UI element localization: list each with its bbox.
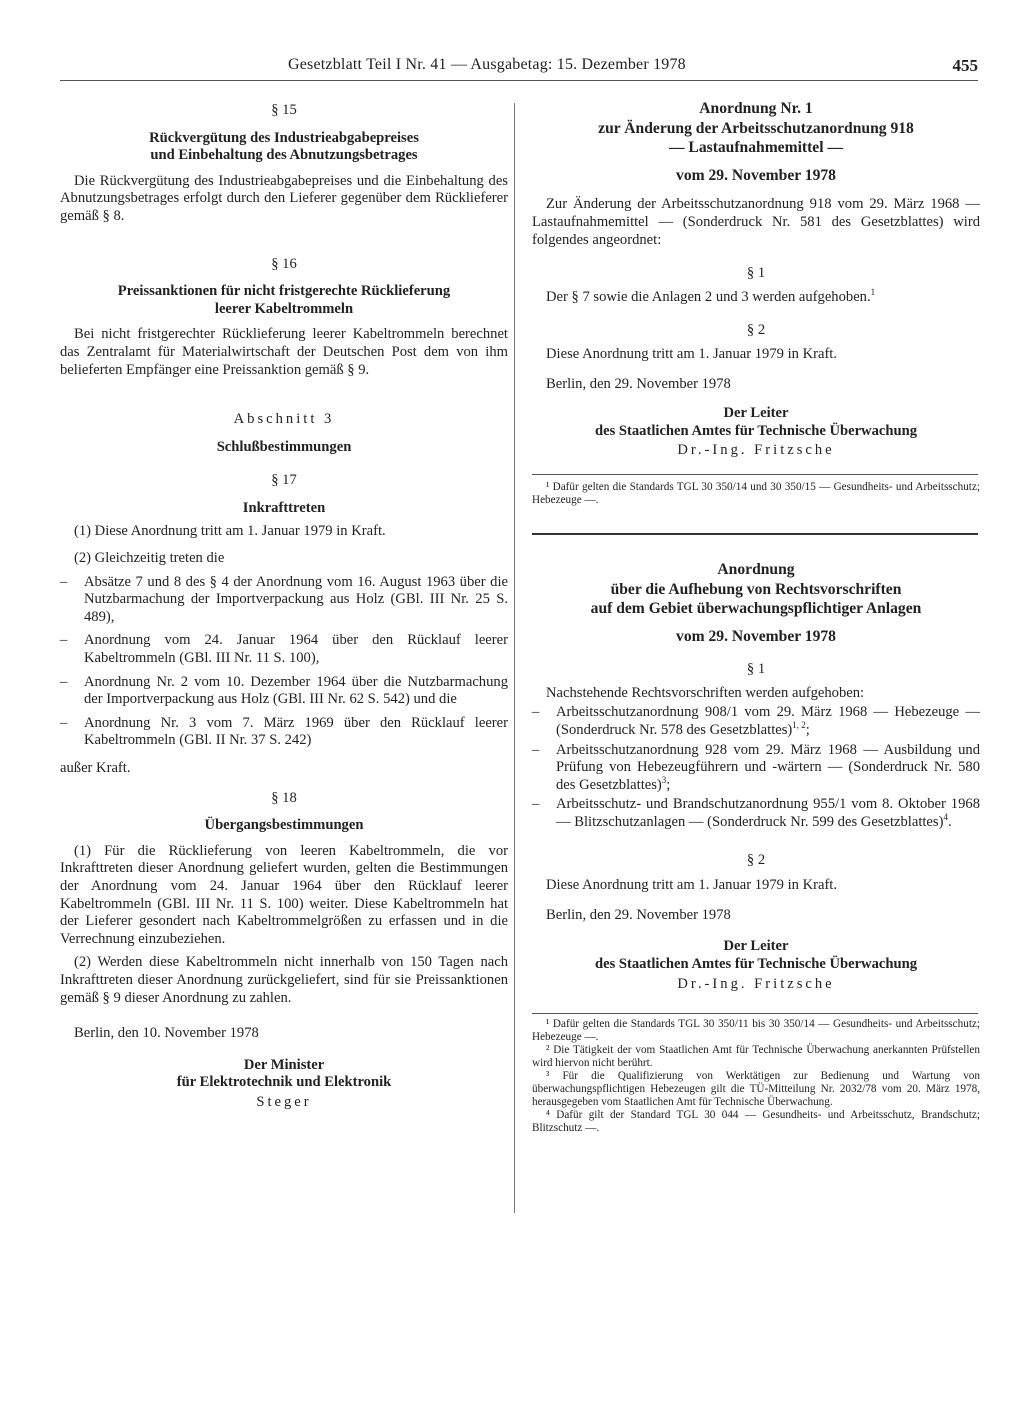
section-18-para-1: (1) Für die Rücklieferung von leeren Kabeltrommeln, die vor Inkrafttreten dieser Anordnung geliefert wurden, gelten die Bestimmungen der Anordnung vom 24. Januar 1964 über den Rücklauf leerer Kabeltrommeln (GBl. III Nr. 11 S. 100) weiter. Diese Kabeltrommeln hat der Lieferer gesondert nach Kabeltrommelgrößen zu erfassen und in die Verrechnung einzubeziehen. [60,842,508,947]
order-1-title-line2: zur Änderung der Arbeitsschutzanordnung 918 [598,119,914,137]
order-1-place-date: Berlin, den 29. November 1978 [546,375,731,392]
section-18-title: Übergangsbestimmungen [204,817,364,834]
section-15-text: Die Rückvergütung des Industrieabgabepreises und die Einbehaltung des Abnutzungsbetrages erfolgt durch den Lieferer gegenüber dem Rücklieferer gemäß § 8. [60,172,508,224]
list-item-text: Anordnung Nr. 2 vom 10. Dezember 1964 über die Nutzbarmachung der Importverpackung aus Holz (GBl. III Nr. 62 S. 542) und die [84,673,508,708]
order-2-footnote-3: ³ Für die Qualifizierung von Werktätigen zur Bedienung und Wartung von überwachungspflichtigen Hebezeugen gilt die TÜ-Mitteilung Nr. 2032/78 vom 20. März 1978, herausgegeben vom Staatlichen Amt für Technische Überwachung. [532,1070,980,1109]
dash-marker: – [60,673,68,690]
list-item [532,796,980,831]
list-item [60,632,508,667]
list-item-text: Anordnung vom 24. Januar 1964 über den Rücklauf leerer Kabeltrommeln (GBl. III Nr. 11 S. 100), [84,632,508,667]
column-divider [514,103,515,1213]
list-item-text: Arbeitsschutz- und Brandschutzanordnung 955/1 vom 8. Oktober 1968 — Blitzschutzanlagen — (Sonderdruck Nr. 599 des Gesetzblattes)$^4$. [556,796,980,831]
list-item [60,715,508,750]
order-2-section-2-number: § 2 [746,851,766,868]
page-number: 455 [952,56,978,75]
list-item [60,574,508,627]
section-15-number: § 15 [271,102,297,118]
order-1-signature-line2: des Staatlichen Amtes für Technische Überwachung [594,422,918,439]
section-16-text: Bei nicht fristgerechter Rücklieferung leerer Kabeltrommeln berechnet das Zentralamt für Materialwirtschaft der Deutschen Post dem von ihm belieferten Empfänger eine Preissanktion gemäß § 9. [60,326,508,378]
order-1-title-line3: — Lastaufnahmemittel — [668,139,844,157]
list-item [60,674,508,709]
list-item [532,704,980,739]
order-1-intro: Zur Änderung der Arbeitsschutzanordnung 918 vom 29. März 1968 — Lastaufnahmemittel — (Sonderdruck Nr. 581 des Gesetzblattes) wird folgendes angeordnet: [532,196,980,248]
order-2-title-line2: über die Aufhebung von Rechtsvorschriften [610,580,902,598]
list-item-text: Anordnung Nr. 3 vom 7. März 1969 über den Rücklauf leerer Kabeltrommeln (GBl. II Nr. 37 S. 242) [84,714,508,749]
order-2-section-2-text: Diese Anordnung tritt am 1. Januar 1979 in Kraft. [546,877,838,894]
order-1-title-line1: Anordnung Nr. 1 [699,100,813,117]
dash-marker: – [60,573,68,590]
order-2-section-1-number: § 1 [746,661,766,678]
left-place-date: Berlin, den 10. November 1978 [74,1025,259,1042]
order-2-footnote-4: ⁴ Dafür gilt der Standard TGL 30 044 — Gesundheits- und Arbeitsschutz, Brandschutz; Blitzschutz —. [532,1109,980,1135]
list-item [532,742,980,795]
left-column [60,100,508,1112]
section-18-para-2: (2) Werden diese Kabeltrommeln nicht innerhalb von 150 Tagen nach Inkrafttreten dieser Anordnung zurückgeliefert, sind für sie Preissanktionen gemäß § 9 dieser Anordnung zu zahlen. [60,954,508,1006]
section-16-number: § 16 [271,255,297,272]
list-item-text: Arbeitsschutzanordnung 928 vom 29. März 1968 — Ausbildung und Prüfung von Hebezeugführern und -wärtern — (Sonderdruck Nr. 580 des Gesetzblattes)$^3$; [556,741,980,793]
dash-marker: – [532,796,540,813]
footnote-ref: 1 [870,286,876,297]
order-1-signature-line1: Der Leiter [723,405,789,422]
section-17-title: Inkrafttreten [242,499,326,516]
footnote-rule [532,1013,978,1014]
order-2-title-line1: Anordnung [717,560,795,578]
order-1-signature-name: Dr.-Ing. Fritzsche [677,442,835,459]
section-17-tail: außer Kraft. [60,760,131,777]
order-2-footnote-2: ² Die Tätigkeit der vom Staatlichen Amt für Technische Überwachung anerkannten Prüfstellen wird hiervon nicht berührt. [532,1044,980,1070]
left-signature-line2: für Elektrotechnik und Elektronik [176,1074,392,1091]
order-2-signature-line2: des Staatlichen Amtes für Technische Überwachung [594,956,918,972]
order-1-section-2-number: § 2 [746,322,766,339]
dash-marker: – [532,741,540,758]
order-2-section-1-intro: Nachstehende Rechtsvorschriften werden aufgehoben: [546,684,865,701]
footnote-ref: 3 [661,774,667,785]
abschnitt-title: Schlußbestimmungen [216,438,352,455]
section-18-number: § 18 [271,789,297,806]
order-2-footnote-1: ¹ Dafür gelten die Standards TGL 30 350/11 bis 30 350/14 — Gesundheits- und Arbeitsschutz; Hebezeuge —. [532,1018,980,1044]
order-2-signature-name: Dr.-Ing. Fritzsche [677,975,835,992]
order-1-section-2-text: Diese Anordnung tritt am 1. Januar 1979 in Kraft. [546,345,838,362]
order-2-signature-line1: Der Leiter [723,938,789,955]
section-17-para-2: (2) Gleichzeitig treten die [74,550,225,567]
order-1-section-1-number: § 1 [746,265,766,282]
list-item-text: Arbeitsschutzanordnung 908/1 vom 29. März 1968 — Hebezeuge — (Sonderdruck Nr. 578 des Gesetzblattes)$^{1, 2}$; [556,704,980,739]
left-signature-name: Steger [256,1093,312,1110]
dash-marker: – [532,704,540,721]
footnote-rule [532,474,978,475]
abschnitt-heading: Abschnitt 3 [233,411,335,428]
order-2-date: vom 29. November 1978 [676,627,836,645]
section-17-para-1: (1) Diese Anordnung tritt am 1. Januar 1979 in Kraft. [74,522,386,539]
section-15-title-line2: und Einbehaltung des Abnutzungsbetrages [150,147,418,164]
left-signature-line1: Der Minister [243,1056,325,1073]
order-1-footnote: ¹ Dafür gelten die Standards TGL 30 350/14 und 30 350/15 — Gesundheits- und Arbeitsschutz; Hebezeuge —. [532,480,980,506]
header-rule [60,80,978,81]
section-17-number: § 17 [271,472,297,489]
section-15-title-line1: Rückvergütung des Industrieabgabepreises [149,129,419,146]
right-column [532,100,980,1135]
list-item-text: Absätze 7 und 8 des § 4 der Anordnung vom 16. August 1963 über die Nutzbarmachung der Importverpackung aus Holz (GBl. III Nr. 25 S. 489), [84,573,508,625]
order-2-title-line3: auf dem Gebiet überwachungspflichtiger Anlagen [590,600,922,618]
section-16-title-line1: Preissanktionen für nicht fristgerechte Rücklieferung [117,283,451,300]
footnote-ref: 1, 2 [792,720,806,731]
header-title: Gesetzblatt Teil I Nr. 41 — Ausgabetag: 15. Dezember 1978 [288,56,686,73]
dash-marker: – [60,632,68,649]
footnote-ref: 4 [943,812,948,823]
order-2-place-date: Berlin, den 29. November 1978 [546,906,731,923]
section-16-title-line2: leerer Kabeltrommeln [214,300,354,317]
order-1-section-1-text: Der § 7 sowie die Anlagen 2 und 3 werden aufgehoben.$^1$ [546,286,876,305]
page-header [60,56,978,78]
article-separator [532,533,978,535]
dash-marker: – [60,714,68,731]
order-1-date: vom 29. November 1978 [676,166,836,184]
